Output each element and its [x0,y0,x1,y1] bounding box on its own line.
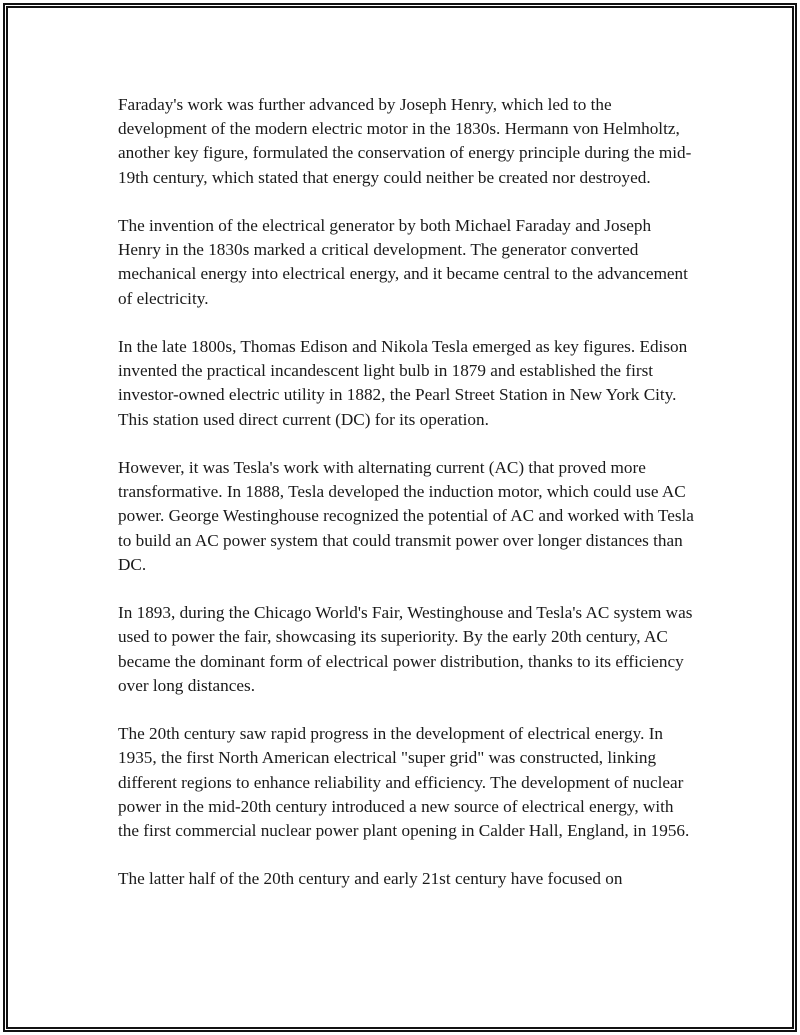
paragraph-20th-century: The 20th century saw rapid progress in the development of electrical energy. In 1935, the first North American electrical "super grid" was constructed, linking different regions to enhance reliability and efficiency. The development of nuclear power in the mid-20th century introduced a new source of electrical energy, with the first commercial nuclear power plant opening in Calder Hall, England, in 1956. [118,724,690,841]
paragraph-generator: The invention of the electrical generator by both Michael Faraday and Joseph Henry in the 1830s marked a critical development. The generator converted mechanical energy into electrical energy, and it became central to the advancement of electricity. [118,216,688,308]
paragraph-alternating-current: However, it was Tesla's work with alternating current (AC) that proved more transformative. In 1888, Tesla developed the induction motor, which could use AC power. George Westinghouse recognized the potential of AC and worked with Tesla to build an AC power system that could transmit power over longer distances than DC. [118,458,694,574]
paragraph-edison-tesla: In the late 1800s, Thomas Edison and Nikola Tesla emerged as key figures. Edison invented the practical incandescent light bulb in 1879 and established the first investor-owned electric utility in 1882, the Pearl Street Station in New York City. This station used direct current (DC) for its operation. [118,337,688,429]
paragraph-worlds-fair: In 1893, during the Chicago World's Fair, Westinghouse and Tesla's AC system was used to power the fair, showcasing its superiority. By the early 20th century, AC became the dominant form of electrical power distribution, thanks to its efficiency over long distances. [118,603,693,695]
paragraph-henry-helmholtz: Faraday's work was further advanced by Joseph Henry, which led to the development of the modern electric motor in the 1830s. Hermann von Helmholtz, another key figure, formulated the conservation of energy principle during the mid-19th century, which stated that energy could neither be created nor destroyed. [118,95,692,187]
document-body [118,93,698,892]
paragraph-latter-half: The latter half of the 20th century and early 21st century have focused on [118,869,623,889]
